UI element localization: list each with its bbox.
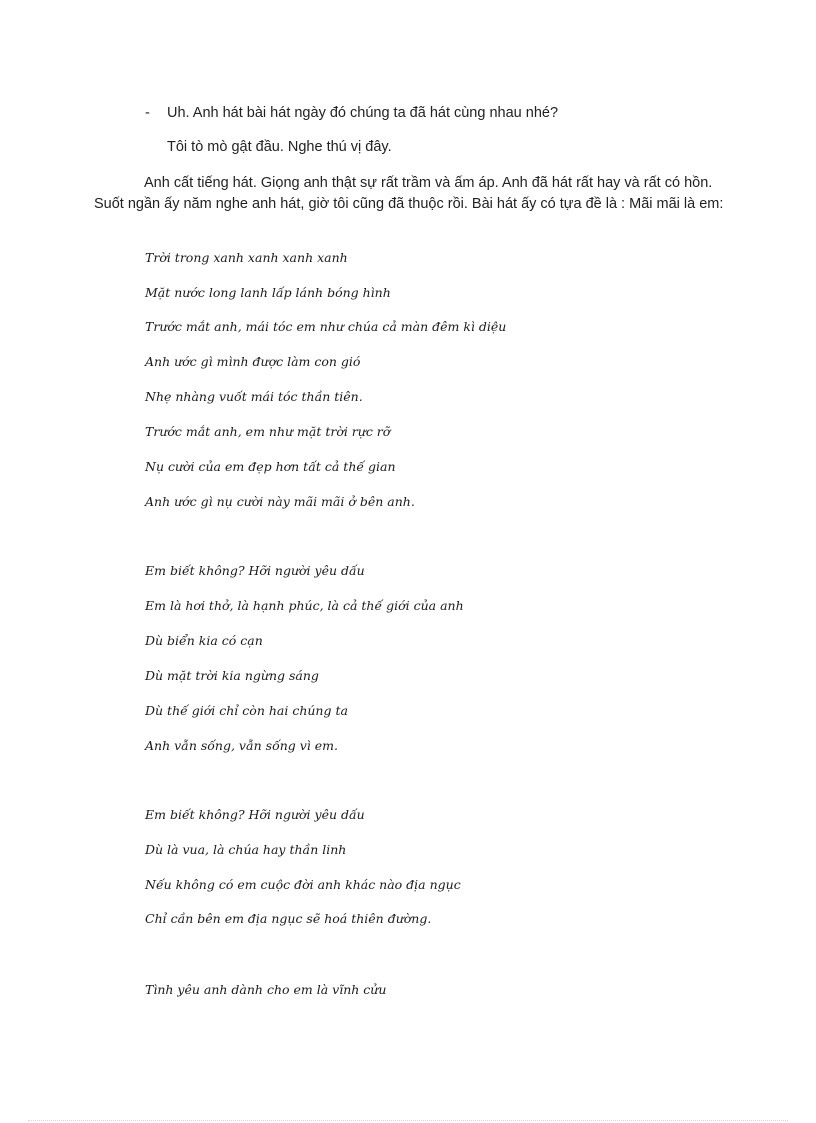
indented-line: Tôi tò mò gật đầu. Nghe thú vị đây. bbox=[167, 139, 392, 155]
lyric-line: Anh ước gì nụ cười này mãi mãi ở bên anh. bbox=[145, 494, 415, 509]
lyric-line: Chỉ cần bên em địa ngục sẽ hoá thiên đường. bbox=[145, 911, 432, 926]
lyric-line: Trước mắt anh, em như mặt trời rực rỡ bbox=[145, 424, 391, 439]
lyric-line: Anh ước gì mình được làm con gió bbox=[145, 354, 361, 369]
intro-paragraph: Anh cất tiếng hát. Giọng anh thật sự rất trầm và ấm áp. Anh đã hát rất hay và rất có hồn. Suốt ngần ấy năm nghe anh hát, giờ tôi cũng đã thuộc rồi. Bài hát ấy có tựa đề là : Mãi mãi là em: bbox=[94, 175, 724, 212]
lyric-line: Nhẹ nhàng vuốt mái tóc thần tiên. bbox=[145, 389, 363, 404]
lyric-line: Em là hơi thở, là hạnh phúc, là cả thế giới của anh bbox=[145, 598, 464, 613]
lyric-line: Dù là vua, là chúa hay thần linh bbox=[145, 842, 347, 857]
lyric-line: Anh vẫn sống, vẫn sống vì em. bbox=[145, 738, 338, 753]
lyric-line: Nếu không có em cuộc đời anh khác nào địa ngục bbox=[145, 877, 461, 892]
dialogue-line bbox=[145, 103, 558, 123]
lyric-line: Dù mặt trời kia ngừng sáng bbox=[145, 668, 319, 683]
lyric-line: Trước mắt anh, mái tóc em như chúa cả màn đêm kì diệu bbox=[145, 319, 507, 334]
dialogue-text: Uh. Anh hát bài hát ngày đó chúng ta đã hát cùng nhau nhé? bbox=[167, 105, 559, 121]
lyric-line: Dù biển kia có cạn bbox=[145, 633, 263, 648]
lyric-line: Em biết không? Hỡi người yêu dấu bbox=[145, 807, 365, 822]
lyric-line: Tình yêu anh dành cho em là vĩnh cửu bbox=[145, 982, 387, 997]
dialogue-dash: - bbox=[145, 105, 150, 121]
lyric-line: Em biết không? Hỡi người yêu dấu bbox=[145, 563, 365, 578]
lyric-line: Trời trong xanh xanh xanh xanh bbox=[145, 250, 348, 265]
lyric-line: Nụ cười của em đẹp hơn tất cả thế gian bbox=[145, 459, 396, 474]
lyric-line: Dù thế giới chỉ còn hai chúng ta bbox=[145, 703, 348, 718]
lyric-line: Mặt nước long lanh lấp lánh bóng hình bbox=[145, 285, 391, 300]
page-bottom-divider bbox=[28, 1120, 788, 1121]
